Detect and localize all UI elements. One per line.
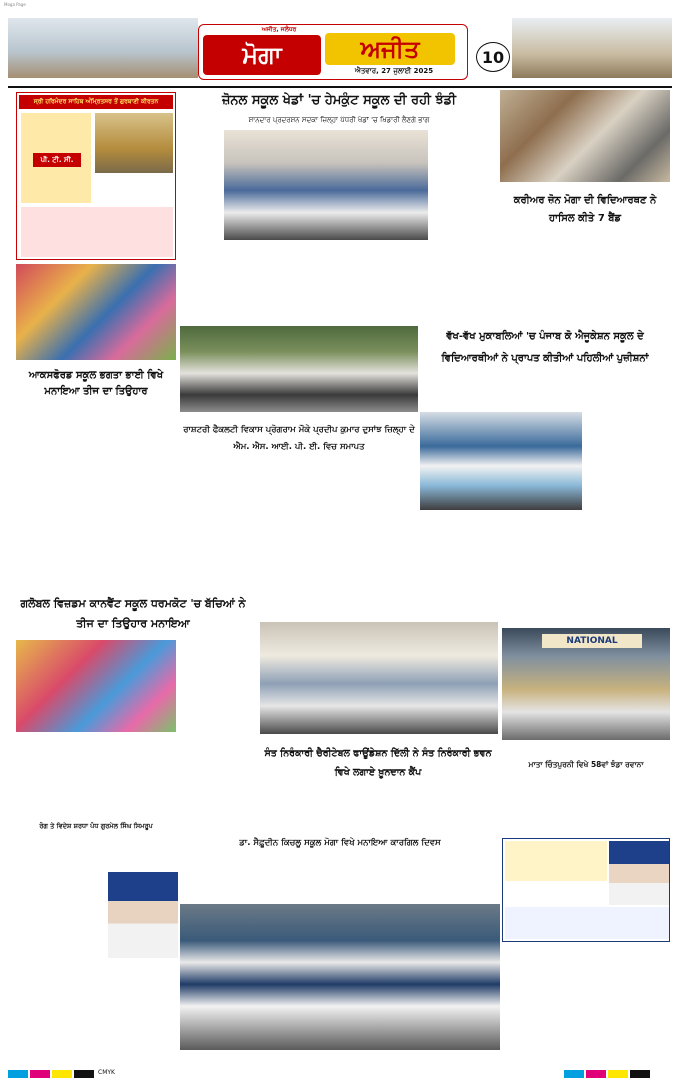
- teej-photo: [16, 264, 176, 360]
- print-header: Moga Page: [4, 2, 26, 7]
- bus-caption: [502, 741, 670, 753]
- obit-headline: ਰੋਗ ਤੇ ਵਿਦੇਸ਼ ਸ਼ਰਧਾ ਪੰਧ ਗੁਰਮੇਲ ਸਿੰਘ ਸਿਮਰੂਪ: [39, 822, 153, 830]
- academic-body-2: [584, 412, 670, 510]
- ad-ribbon: [505, 841, 607, 881]
- global-headline: ਗਲੋਬਲ ਵਿਜ਼ਡਮ ਕਾਨਵੈਂਟ ਸਕੂਲ ਧਰਮਕੋਟ 'ਚ ਬੱਚਿਆਂ ਨੇ ਤੀਜ ਦਾ ਤਿਉਹਾਰ ਮਨਾਇਆ: [20, 597, 246, 630]
- right-bottom-notice: [502, 944, 670, 1060]
- ad-schedule-text: [21, 207, 173, 257]
- color-swatch-2: [30, 1070, 50, 1078]
- color-swatch-8: [630, 1070, 650, 1078]
- academic-photo: [420, 412, 582, 510]
- academic-body-3: [420, 512, 670, 624]
- nirankari-body: [256, 784, 500, 832]
- main-body-1: [180, 130, 222, 264]
- academic-body: [420, 380, 670, 410]
- masthead-title-b: ਅਜੀਤ: [325, 33, 455, 65]
- main-body-3: [180, 264, 498, 324]
- masthead: [0, 10, 677, 88]
- career-headline: ਕਰੀਅਰ ਜ਼ੋਨ ਮੋਗਾ ਦੀ ਵਿਦਿਆਰਥਣ ਨੇ ਹਾਸਿਲ ਕੀਤੇ 7 ਬੈਂਡ: [513, 195, 657, 224]
- faculty-caption: [180, 413, 418, 421]
- masthead-photo-left: [8, 18, 198, 78]
- faculty-headline: ਰਾਸ਼ਟਰੀ ਫੈਕਲਟੀ ਵਿਕਾਸ ਪ੍ਰੋਗਰਾਮ ਮੌਕੇ ਪ੍ਰਦੀਪ ਕੁਮਾਰ ਦੁਸਾਂਝ ਜ਼ਿਲ੍ਹਾ ਦੇ ਐਮ. ਐਸ. ਆਈ. ਪੀ. ਈ. ਵਿਚ ਸਮਾਪਤ: [183, 425, 415, 452]
- color-swatch-3: [52, 1070, 72, 1078]
- faculty-photo: [180, 326, 418, 412]
- main-subhead: ਸ਼ਾਨਦਾਰ ਪ੍ਰਦਰਸ਼ਨ ਸਦਕਾ ਜ਼ਿਲ੍ਹਾ ਪੱਧਰੀ ਖੇਡਾਂ 'ਚ ਖਿਡਾਰੀ ਲੈਣਗੇ ਭਾਗ: [248, 116, 430, 124]
- bus-body: [502, 778, 670, 832]
- kargil-caption: [180, 1051, 500, 1059]
- global-photo: [16, 640, 176, 732]
- obit-portrait: [108, 872, 178, 958]
- color-swatch-4: [74, 1070, 94, 1078]
- ad-golden-temple-photo: [95, 113, 173, 173]
- main-photo-caption: [224, 241, 428, 255]
- right-bottom-ad: [502, 838, 670, 942]
- masthead-date: ਐਤਵਾਰ, 27 ਜੁਲਾਈ 2025: [354, 67, 434, 75]
- bus-headline: ਮਾਤਾ ਚਿੰਤਪੁਰਨੀ ਵਿਖੇ 58ਵਾਂ ਝੰਡਾ ਰਵਾਨਾ: [528, 760, 644, 769]
- ad-box: [16, 92, 176, 260]
- ad-name-strip: [505, 907, 669, 939]
- teej-photo-caption: [16, 361, 176, 367]
- global-body: [180, 640, 252, 732]
- page-number-badge: 10: [476, 42, 510, 72]
- color-swatch-6: [586, 1070, 606, 1078]
- bus-photo: [502, 628, 670, 740]
- faculty-body: [180, 458, 418, 618]
- career-caption: [500, 183, 670, 191]
- masthead-photo-right: [512, 18, 672, 78]
- teej-headline: ਆਕਸਫੋਰਡ ਸਕੂਲ ਭਗਤਾ ਭਾਈ ਵਿਖੇ ਮਨਾਇਆ ਤੀਜ ਦਾ ਤਿਉਹਾਰ: [28, 370, 164, 397]
- footer-color-bar: [8, 1068, 672, 1080]
- main-headline: ਜ਼ੋਨਲ ਸਕੂਲ ਖੇਡਾਂ 'ਚ ਹੇਮਕੁੰਟ ਸਕੂਲ ਦੀ ਰਹੀ ਝੰਡੀ: [221, 93, 457, 108]
- kargil-body: [180, 854, 500, 902]
- nirankari-caption: [260, 735, 498, 743]
- masthead-title-box: [198, 24, 468, 80]
- nirankari-headline: ਸੰਤ ਨਿਰੰਕਾਰੀ ਚੈਰੀਟੇਬਲ ਫਾਊਂਡੇਸ਼ਨ ਦਿੱਲੀ ਨੇ ਸੰਤ ਨਿਰੰਕਾਰੀ ਭਵਨ ਵਿਖੇ ਲਗਾਏ ਖ਼ੂਨਦਾਨ ਕੈਂਪ: [264, 748, 492, 778]
- main-body-2: [430, 130, 484, 264]
- ad-channel-badge: ਪੀ. ਟੀ. ਸੀ.: [33, 153, 81, 167]
- kargil-photo: [180, 904, 500, 1050]
- teej-body: [16, 405, 176, 593]
- footer-code: CMYK: [98, 1069, 115, 1076]
- color-swatch-5: [564, 1070, 584, 1078]
- color-swatch-7: [608, 1070, 628, 1078]
- masthead-brand-left: ਅਜੀਤ, ਜਲੰਧਰ: [261, 26, 297, 33]
- bus-sign: NATIONAL: [542, 634, 642, 648]
- ad-portrait: [609, 841, 669, 905]
- masthead-title-a: ਮੋਗਾ: [203, 35, 321, 75]
- main-group-photo: [224, 130, 428, 240]
- ad-title: ਸ੍ਰੀ ਹਰਿਮੰਦਰ ਸਾਹਿਬ ਅੰਮ੍ਰਿਤਸਰ ਤੋਂ ਗੁਰਬਾਣੀ ਕੀਰਤਨ: [19, 95, 173, 109]
- nirankari-photo: [260, 622, 498, 734]
- masthead-rule: [8, 86, 672, 88]
- color-swatch-1: [8, 1070, 28, 1078]
- career-photo: [500, 90, 670, 182]
- academic-headline: ਵੱਖ-ਵੱਖ ਮੁਕਾਬਲਿਆਂ 'ਚ ਪੰਜਾਬ ਕੋ ਐਜੂਕੇਸ਼ਨ ਸਕੂਲ ਦੇ ਵਿਦਿਆਰਥੀਆਂ ਨੇ ਪ੍ਰਾਪਤ ਕੀਤੀਆਂ ਪਹਿਲੀਆਂ ਪੁਜ਼ੀਸ਼ਨਾਂ: [441, 331, 649, 364]
- kargil-headline: ਡਾ. ਸੈਫ਼ੂਦੀਨ ਕਿਚਲੂ ਸਕੂਲ ਮੋਗਾ ਵਿਖੇ ਮਨਾਇਆ ਕਾਰਗਿਲ ਦਿਵਸ: [239, 838, 441, 848]
- global-body-2: [16, 734, 250, 816]
- career-body: [500, 232, 670, 324]
